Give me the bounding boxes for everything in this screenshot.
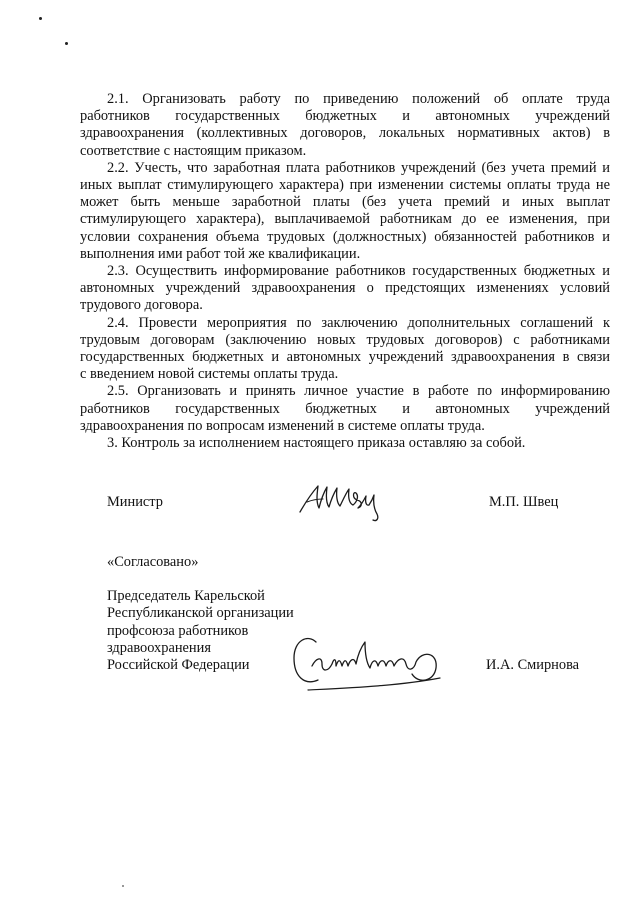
- approval-role-line: профсоюза работников: [107, 622, 249, 639]
- minister-signature: [295, 478, 395, 523]
- text-line: 3. Контроль за исполнением настоящего приказа оставляю за собой.: [107, 435, 526, 452]
- order-body-text: [80, 91, 610, 452]
- minister-name: М.П. Швец: [489, 494, 559, 510]
- text-line: 2.4. Провести мероприятия по заключению дополнительных соглашений к: [107, 314, 610, 331]
- approval-role-line: Председатель Карельской: [107, 588, 265, 604]
- clause-2-4: [80, 315, 610, 384]
- text-line: трудового договора.: [80, 297, 203, 314]
- text-line: государственных бюджетных и автономных учреждений здравоохранения в связи: [80, 349, 610, 366]
- approval-heading: «Согласовано»: [107, 554, 199, 570]
- text-line: с введением новой системы оплаты труда.: [80, 366, 339, 383]
- text-line: 2.2. Учесть, что заработная плата работников учреждений (без учета премий и: [107, 159, 610, 176]
- text-line: стимулирующего характера), выплачиваемой работникам до ее изменения, при: [80, 211, 610, 228]
- chair-signature: [288, 626, 448, 706]
- text-line: может быть меньше заработной платы (без учета премий и иных выплат: [80, 194, 610, 211]
- text-line: 2.1. Организовать работу по приведению положений об оплате труда: [107, 91, 610, 107]
- approval-role-line: Российской Федерации: [107, 657, 250, 674]
- approval-role: [107, 588, 294, 674]
- minister-title: Министр: [107, 494, 163, 510]
- text-line: здравоохранения по вопросам изменений в системе оплаты труда.: [80, 417, 485, 434]
- text-line: здравоохранения (коллективных договоров, локальных нормативных актов) в: [80, 125, 610, 142]
- clause-2-1: [80, 91, 610, 160]
- text-line: соответствие с настоящим приказом.: [80, 142, 307, 159]
- text-line: трудовым договорам (заключению новых трудовых договоров) с работниками: [80, 331, 610, 348]
- scan-speck: [65, 42, 68, 45]
- approval-role-line: Республиканской организации: [107, 605, 294, 622]
- clause-2-5: [80, 383, 610, 435]
- text-line: автономных учреждений здравоохранения о предстоящих изменениях условий: [80, 280, 610, 297]
- text-line: выполнения ими работ той же квалификации.: [80, 245, 361, 262]
- chair-name: И.А. Смирнова: [486, 657, 580, 673]
- scan-speck: [122, 885, 124, 887]
- text-line: 2.5. Организовать и принять личное участие в работе по информированию: [107, 383, 610, 400]
- text-line: иных выплат стимулирующего характера) при изменении системы оплаты труда не: [80, 177, 610, 194]
- approval-role-line: здравоохранения: [107, 639, 211, 656]
- text-line: 2.3. Осуществить информирование работников государственных бюджетных и: [107, 263, 610, 280]
- text-line: условии сохранения объема трудовых (должностных) обязанностей работников и: [80, 228, 610, 245]
- text-line: работников государственных бюджетных и автономных учреждений: [80, 400, 610, 417]
- clause-2-3: [80, 263, 610, 315]
- clause-2-2: [80, 160, 610, 263]
- clause-3: [80, 435, 610, 452]
- text-line: работников государственных бюджетных и автономных учреждений: [80, 108, 610, 125]
- scan-speck: [39, 17, 42, 20]
